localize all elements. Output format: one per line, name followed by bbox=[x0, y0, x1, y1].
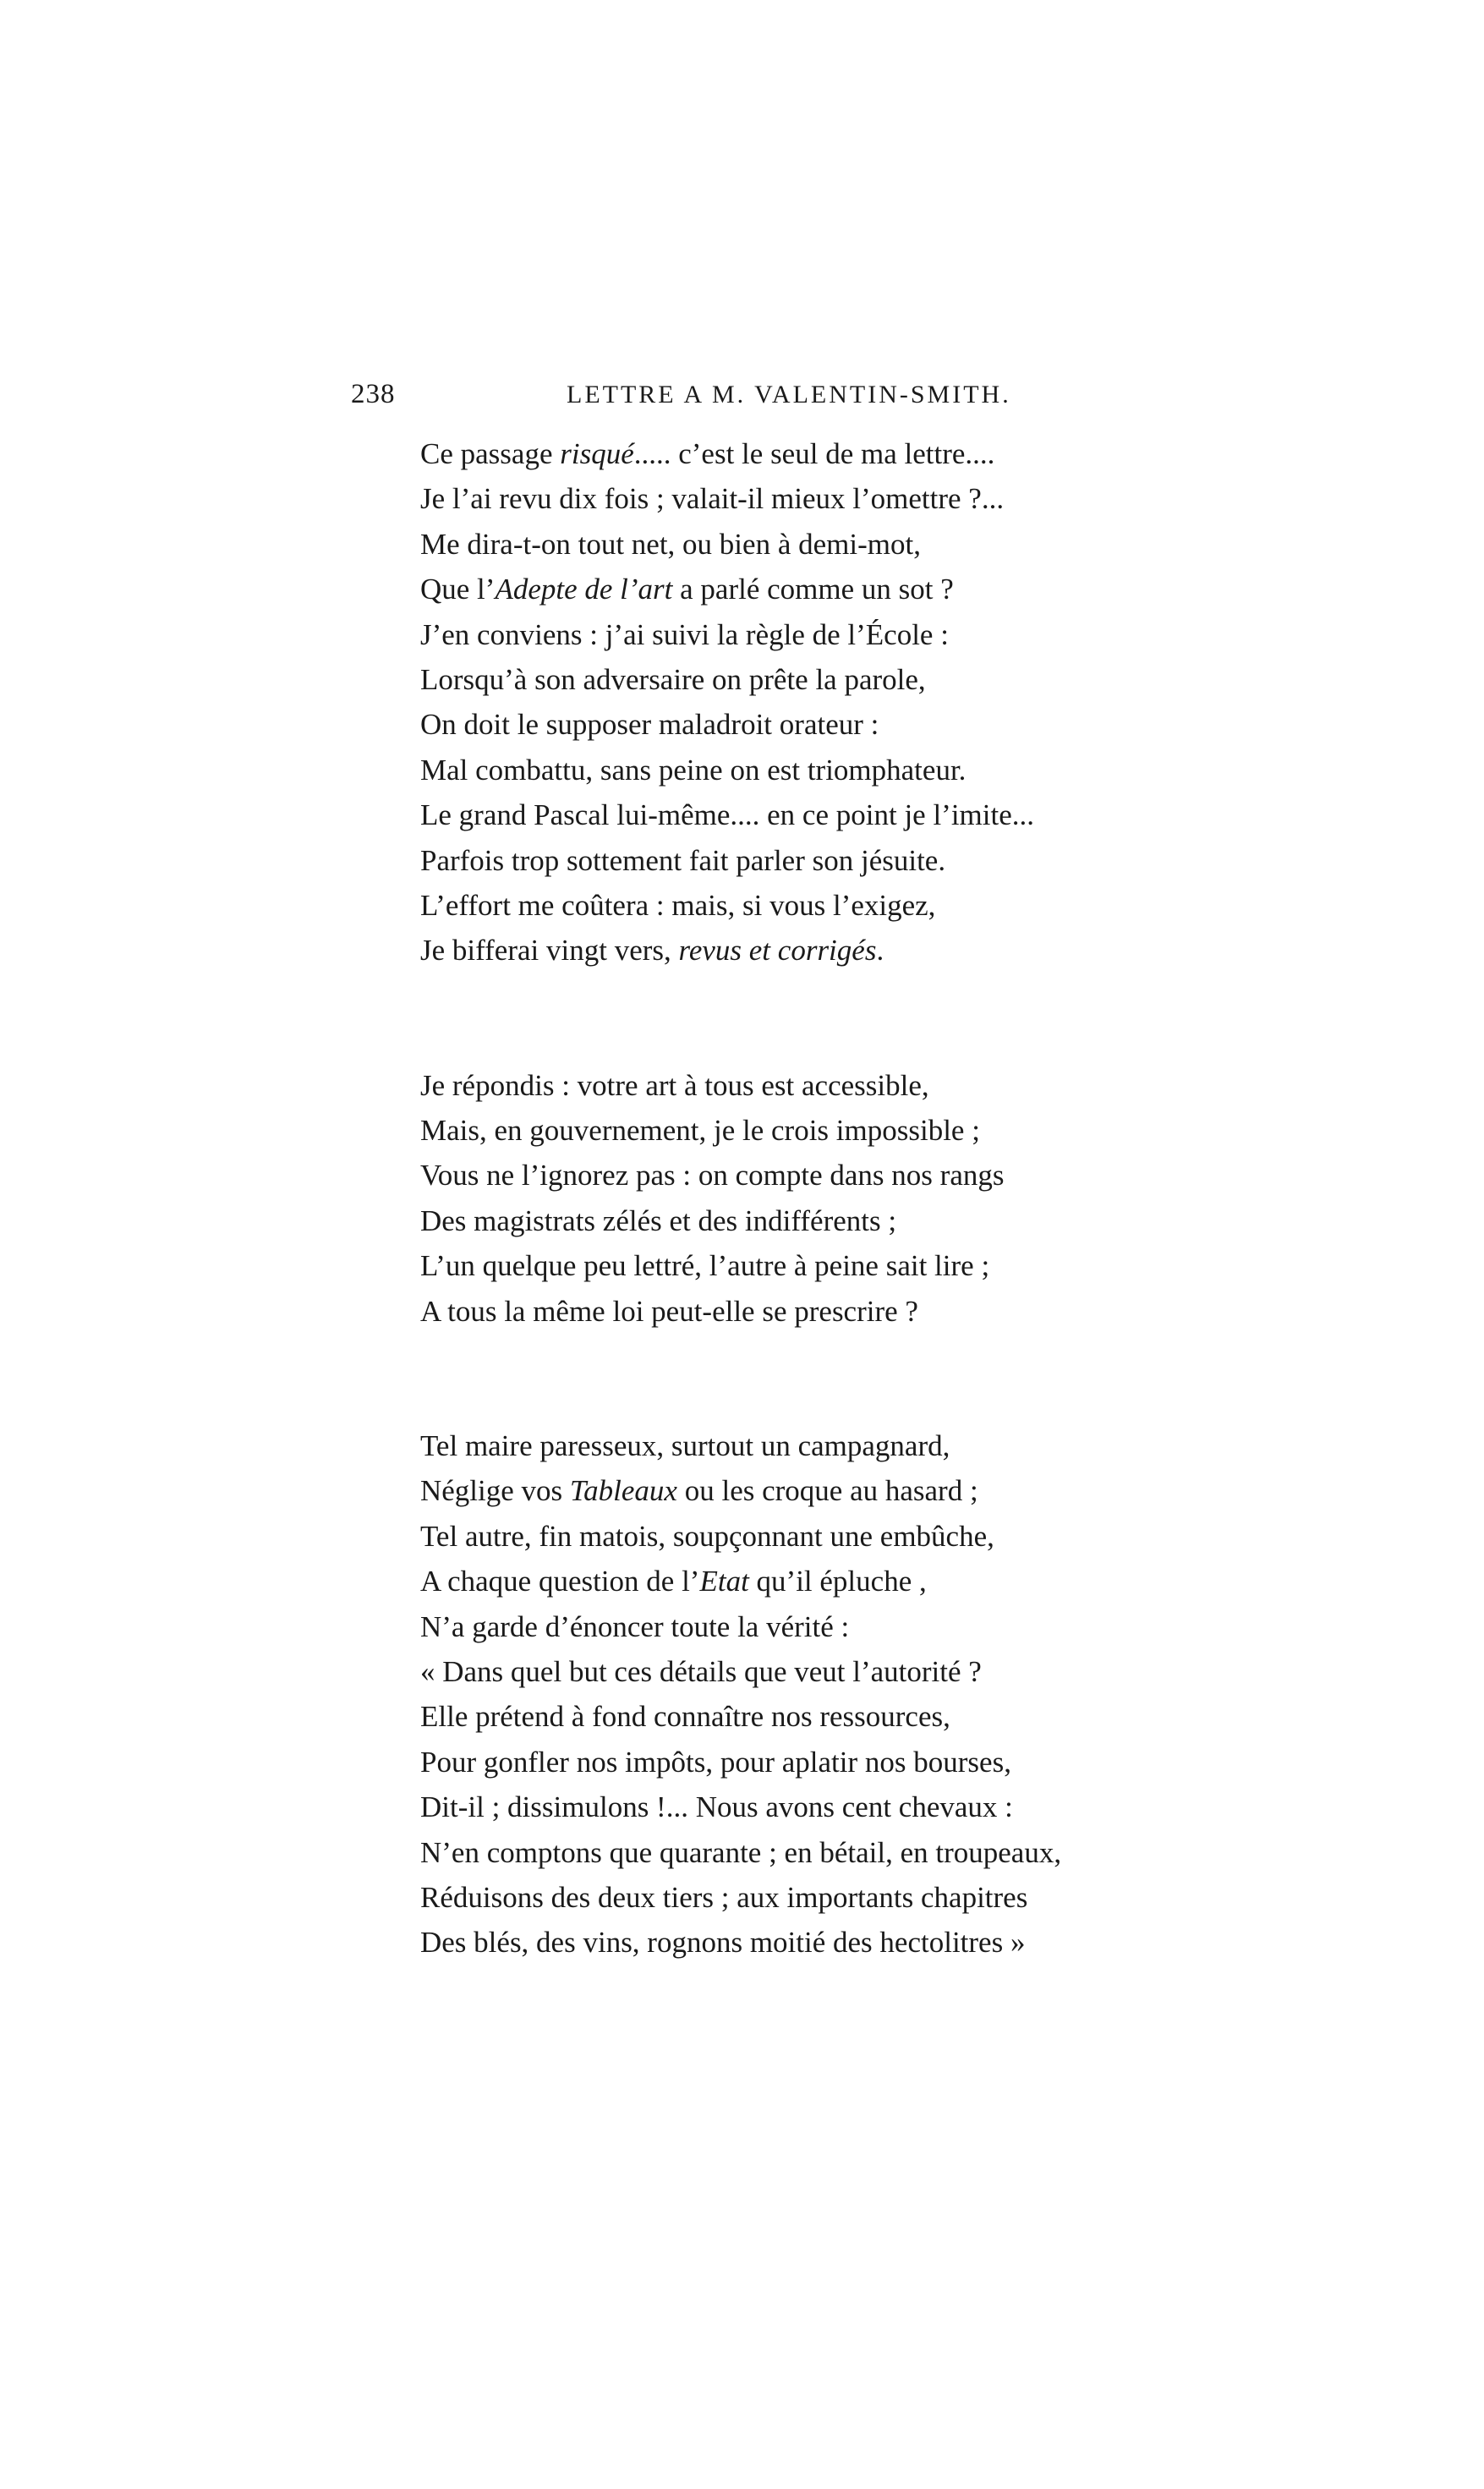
verse-line bbox=[420, 1468, 1350, 1513]
verse-text: Je l’ai revu dix fois ; valait-il mieux l’omettre ?... bbox=[420, 482, 1005, 516]
verse-text: Des blés, des vins, rognons moitié des hectolitres » bbox=[420, 1926, 1026, 1960]
verse-text: N’en comptons que quarante ; en bétail, en troupeaux, bbox=[420, 1835, 1062, 1869]
verse-text: ..... c’est le seul de ma lettre.... bbox=[633, 437, 995, 470]
verse-line bbox=[420, 1875, 1350, 1920]
verse-line bbox=[420, 1694, 1350, 1739]
verse-line bbox=[420, 612, 1350, 657]
verse-text: Elle prétend à fond connaître nos ressources, bbox=[420, 1700, 950, 1734]
verse-line bbox=[420, 567, 1350, 611]
verse-line bbox=[420, 1289, 1350, 1334]
verse-line bbox=[420, 1243, 1350, 1288]
verse-line bbox=[420, 1559, 1350, 1604]
verse-text: N’a garde d’énoncer toute la vérité : bbox=[420, 1609, 850, 1643]
verse-text: Mais, en gouvernement, je le crois impossible ; bbox=[420, 1114, 980, 1148]
italic-text: Etat bbox=[699, 1565, 749, 1598]
verse-line bbox=[420, 1649, 1350, 1694]
verse-text: ou les croque au hasard ; bbox=[676, 1474, 978, 1508]
verse-text: Vous ne l’ignorez pas : on compte dans nos rangs bbox=[420, 1159, 1005, 1192]
verse-text: qu’il épluche , bbox=[748, 1565, 927, 1598]
verse-line bbox=[420, 1063, 1350, 1108]
stanza-3 bbox=[420, 1423, 1350, 1965]
verse-line bbox=[420, 431, 1350, 476]
running-title: LETTRE A M. VALENTIN-SMITH. bbox=[567, 381, 1011, 408]
verse-text: Dit-il ; dissimulons !... Nous avons cent chevaux : bbox=[420, 1790, 1013, 1824]
page-header bbox=[351, 379, 1112, 421]
verse-text: L’un quelque peu lettré, l’autre à peine sait lire ; bbox=[420, 1249, 990, 1283]
verse-line bbox=[420, 748, 1350, 792]
verse-line bbox=[420, 1514, 1350, 1559]
italic-text: revus et corrigés bbox=[678, 934, 877, 968]
verse-text: Pour gonfler nos impôts, pour aplatir nos bourses, bbox=[420, 1745, 1011, 1779]
verse-text: Néglige vos bbox=[420, 1474, 570, 1508]
verse-line bbox=[420, 702, 1350, 747]
verse-text: Me dira-t-on tout net, ou bien à demi-mot, bbox=[420, 527, 921, 561]
verse-line bbox=[420, 1830, 1350, 1875]
verse-line bbox=[420, 1920, 1350, 1965]
verse-text: a parlé comme un sot ? bbox=[672, 573, 954, 606]
verse-text: Mal combattu, sans peine on est triomphateur. bbox=[420, 753, 967, 787]
verse-line bbox=[420, 792, 1350, 837]
verse-line bbox=[420, 1740, 1350, 1785]
verse-text: On doit le supposer maladroit orateur : bbox=[420, 708, 879, 742]
verse-text: J’en conviens : j’ai suivi la règle de l’École : bbox=[420, 617, 949, 651]
verse-text: L’effort me coûtera : mais, si vous l’exigez, bbox=[420, 888, 936, 922]
verse-text: Tel autre, fin matois, soupçonnant une embûche, bbox=[420, 1519, 994, 1553]
italic-text: risqué bbox=[560, 437, 634, 470]
verse-line bbox=[420, 1423, 1350, 1468]
verse-line bbox=[420, 1604, 1350, 1649]
verse-text: Réduisons des deux tiers ; aux importants chapitres bbox=[420, 1880, 1028, 1914]
verse-text: Parfois trop sottement fait parler son jésuite. bbox=[420, 843, 946, 877]
italic-text: Adepte de l’art bbox=[495, 573, 673, 606]
verse-text: Ce passage bbox=[420, 437, 561, 470]
verse-text: . bbox=[876, 934, 884, 968]
verse-line bbox=[420, 1153, 1350, 1198]
verse-line bbox=[420, 1108, 1350, 1153]
verse-text: A chaque question de l’ bbox=[420, 1565, 700, 1598]
verse-text: Que l’ bbox=[420, 573, 496, 606]
italic-text: Tableaux bbox=[569, 1474, 677, 1508]
verse-text: Lorsqu’à son adversaire on prête la parole, bbox=[420, 662, 926, 696]
verse-line bbox=[420, 838, 1350, 883]
verse-text: Je bifferai vingt vers, bbox=[420, 934, 679, 968]
verse-text: Des magistrats zélés et des indifférents ; bbox=[420, 1203, 897, 1237]
verse-text: Je répondis : votre art à tous est accessible, bbox=[420, 1068, 929, 1102]
poem-body bbox=[420, 431, 1350, 1965]
page-number: 238 bbox=[351, 379, 396, 409]
verse-line bbox=[420, 928, 1350, 973]
verse-text: A tous la même loi peut-elle se prescrire ? bbox=[420, 1294, 918, 1328]
verse-line bbox=[420, 476, 1350, 521]
verse-text: « Dans quel but ces détails que veut l’autorité ? bbox=[420, 1654, 982, 1688]
verse-line bbox=[420, 1785, 1350, 1829]
verse-line bbox=[420, 883, 1350, 928]
verse-line bbox=[420, 1198, 1350, 1243]
verse-text: Le grand Pascal lui-même.... en ce point je l’imite... bbox=[420, 798, 1035, 832]
verse-text: Tel maire paresseux, surtout un campagnard, bbox=[420, 1429, 950, 1463]
verse-line bbox=[420, 522, 1350, 567]
verse-line bbox=[420, 657, 1350, 702]
stanza-1 bbox=[420, 431, 1350, 973]
stanza-2 bbox=[420, 1063, 1350, 1334]
